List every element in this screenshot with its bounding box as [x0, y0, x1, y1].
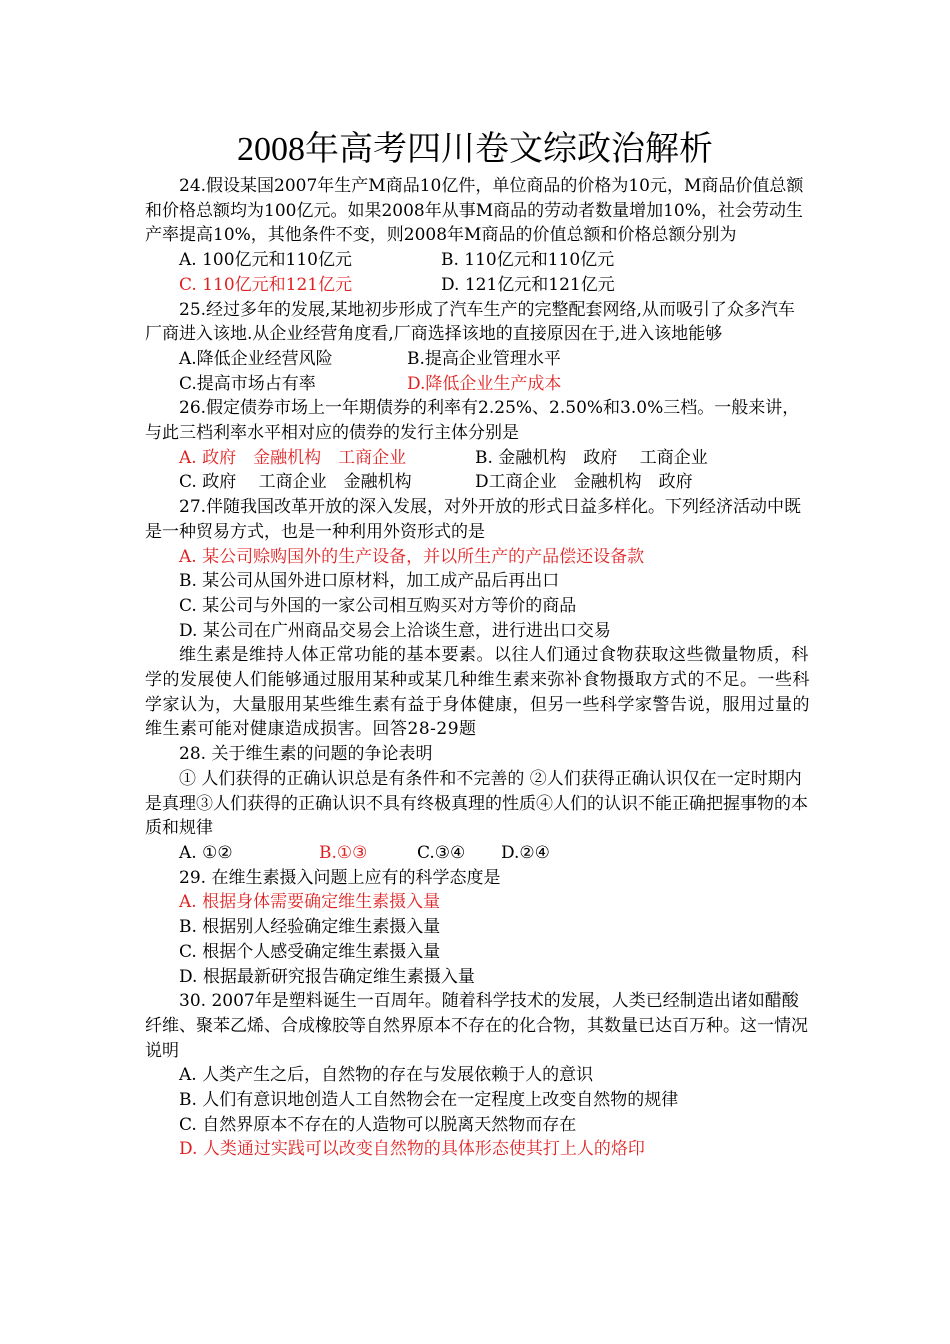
q27-option-b: B. 某公司从国外进口原材料，加工成产品后再出口 [179, 571, 560, 592]
q28-option-c: C.③④ [417, 842, 466, 863]
material-passage: 维生素是维持人体正常功能的基本要素。以往人们通过食物获取这些微量物质，科学的发展使人们能够通过服用某种或某几种维生素来弥补食物摄取方式的不足。一些科学家认为，大量服用某些维生素有益于身体健康，但另一些科学家警告说，服用过量的维生素可能对健康造成损害。回答28-29题 [145, 645, 810, 740]
q25-stem: 25.经过多年的发展,某地初步形成了汽车生产的完整配套网络,从而吸引了众多汽车厂商进入该地.从企业经营角度看,厂商选择该地的直接原因在于,进入该地能够 [145, 299, 795, 345]
q29-stem: 29. 在维生素摄入问题上应有的科学态度是 [179, 867, 501, 888]
q28-option-b-answer: B.①③ [319, 842, 368, 863]
q28-options [145, 841, 810, 866]
q28-option-a: A. ①② [179, 842, 233, 863]
q30-option-a: A. 人类产生之后，自然物的存在与发展依赖于人的意识 [179, 1065, 594, 1086]
q25-option-d-answer: D.降低企业生产成本 [407, 373, 562, 394]
q30-option-b: B. 人们有意识地创造人工自然物会在一定程度上改变自然物的规律 [179, 1090, 679, 1111]
q27-option-c: C. 某公司与外国的一家公司相互购买对方等价的商品 [179, 595, 577, 616]
q24-option-d: D. 121亿元和121亿元 [441, 274, 615, 295]
q25-options-row2 [145, 372, 810, 397]
q28-statements: ① 人们获得的正确认识总是有条件和不完善的 ②人们获得正确认识仅在一定时期内是真理③人们获得的正确认识不具有终极真理的性质④人们的认识不能正确把握事物的本质和规律 [145, 768, 808, 839]
q29-option-d: D. 根据最新研究报告确定维生素摄入量 [179, 966, 475, 987]
q30-stem: 30. 2007年是塑料诞生一百周年。随着科学技术的发展，人类已经制造出诸如醋酸纤维、聚苯乙烯、合成橡胶等自然界原本不存在的化合物，其数量已达百万种。这一情况说明 [145, 991, 808, 1061]
q27-stem: 27.伴随我国改革开放的深入发展，对外开放的形式日益多样化。下列经济活动中既是一种贸易方式，也是一种利用外资形式的是 [145, 497, 802, 542]
q29-option-c: C. 根据个人感受确定维生素摄入量 [179, 941, 441, 962]
q29-option-a-answer: A. 根据身体需要确定维生素摄入量 [179, 892, 441, 913]
q24-option-a: A. 100亿元和110亿元 [179, 250, 352, 271]
q24-options-row1 [145, 248, 810, 273]
q25-option-a: A.降低企业经营风险 [179, 348, 333, 369]
q26-option-c: C. 政府 工商企业 金融机构 [179, 472, 412, 493]
q26-option-a-answer: A. 政府 金融机构 工商企业 [179, 447, 407, 468]
q26-option-d: D工商企业 金融机构 政府 [475, 472, 693, 493]
q29-option-b: B. 根据别人经验确定维生素摄入量 [179, 917, 441, 938]
q27-option-a-answer: A. 某公司赊购国外的生产设备，并以所生产的产品偿还设备款 [179, 546, 645, 567]
q30-option-d-answer: D. 人类通过实践可以改变自然物的具体形态使其打上人的烙印 [179, 1139, 645, 1160]
q24-option-b: B. 110亿元和110亿元 [441, 250, 615, 271]
q25-options-row1 [145, 347, 810, 372]
q26-options-row2 [145, 470, 810, 495]
q28-stem: 28. 关于维生素的问题的争论表明 [179, 744, 433, 765]
q26-stem: 26.假定债券市场上一年期债券的利率有2.25%、2.50%和3.0%三档。一般来讲，与此三档利率水平相对应的债券的发行主体分别是 [145, 398, 800, 444]
document-body [145, 174, 810, 1162]
q30-option-c: C. 自然界原本不存在的人造物可以脱离天然物而存在 [179, 1114, 577, 1135]
q27-option-d: D. 某公司在广州商品交易会上洽谈生意，进行进出口交易 [179, 620, 611, 641]
q24-options-row2 [145, 273, 810, 298]
q26-option-b: B. 金融机构 政府 工商企业 [475, 447, 708, 468]
q25-option-b: B.提高企业管理水平 [407, 348, 561, 369]
q28-option-d: D.②④ [501, 842, 550, 863]
q26-options-row1 [145, 446, 810, 471]
q24-option-c-answer: C. 110亿元和121亿元 [179, 274, 353, 295]
q24-stem: 24.假设某国2007年生产M商品10亿件，单位商品的价格为10元，M商品价值总额和价格总额均为100亿元。如果2008年从事M商品的劳动者数量增加10%，社会劳动生产率提高10%，其他条件不变，则2008年M商品的价值总额和价格总额分别为 [145, 176, 804, 246]
page-title: 2008年高考四川卷文综政治解析 [237, 131, 713, 168]
q25-option-c: C.提高市场占有率 [179, 373, 316, 394]
